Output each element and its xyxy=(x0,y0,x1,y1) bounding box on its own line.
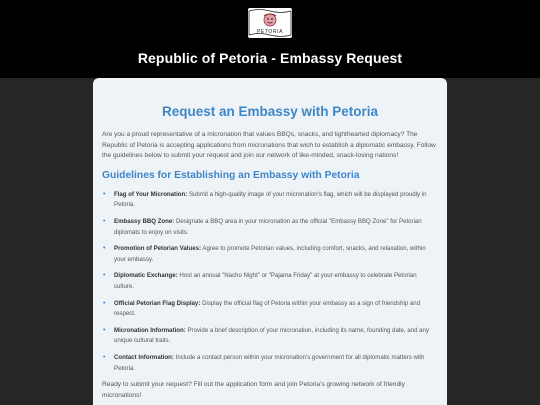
guidelines-heading: Guidelines for Establishing an Embassy with Petoria xyxy=(102,169,360,181)
outro-paragraph: Ready to submit your request? Fill out the application form and join Petoria's growing network of friendly micronations! xyxy=(102,381,405,399)
guideline-label: Flag of Your Micronation: xyxy=(114,190,188,198)
bullet-icon: • xyxy=(103,299,106,307)
bullet-icon: • xyxy=(103,190,106,198)
guideline-text: Submit a high-quality image of your micronation's flag, which will be displayed proudly in Petoria. xyxy=(114,190,427,209)
guideline-text: Host an annual "Nacho Night" or "Pajama Friday" at your embassy to celebrate Petorian culture. xyxy=(114,272,417,290)
guideline-text: Provide a brief description of your micronation, including its name, founding date, and any unique cultural traits. xyxy=(114,326,429,345)
petoria-flag-logo xyxy=(248,8,292,38)
guideline-text: Display the official flag of Petoria within your embassy as a sign of friendship and respect. xyxy=(114,299,421,318)
embassy-request-card xyxy=(93,78,447,405)
guideline-label: Promotion of Petorian Values: xyxy=(114,245,202,253)
card-title: Request an Embassy with Petoria xyxy=(161,104,379,119)
bullet-icon: • xyxy=(103,245,106,253)
guideline-label: Embassy BBQ Zone: xyxy=(114,217,175,225)
flag-text: PETORIA xyxy=(256,29,284,35)
bullet-icon: • xyxy=(103,272,106,280)
guideline-text: Agree to promote Petorian values, including comfort, snacks, and relaxation, within your embassy. xyxy=(114,245,426,263)
guideline-item xyxy=(103,217,438,238)
guideline-item xyxy=(103,353,438,374)
guideline-item xyxy=(103,190,438,211)
site-title: Republic of Petoria - Embassy Request xyxy=(137,50,403,66)
guideline-text: Designate a BBQ area in your micronation as the official "Embassy BBQ Zone" for Petorian diplomats to enjoy on visits. xyxy=(114,217,422,236)
site-header xyxy=(0,0,540,78)
guideline-item xyxy=(103,326,438,347)
guideline-text: Include a contact person within your micronation's government for all diplomatic matters with Petoria. xyxy=(114,353,425,372)
guideline-item xyxy=(103,271,438,292)
guideline-item xyxy=(103,299,438,320)
intro-paragraph: Are you a proud representative of a micronation that values BBQs, snacks, and lighthearted diplomacy? The Republic of Petoria is accepting applications from micronations that wish to establish a diplomatic embassy. Follow the guidelines below to submit your request and join our network of like-minded, snack-loving nations! xyxy=(102,131,436,160)
guideline-label: Micronation Information: xyxy=(114,326,186,334)
guideline-label: Diplomatic Exchange: xyxy=(114,272,178,280)
guidelines-list xyxy=(102,190,438,374)
flag-icon xyxy=(248,8,292,38)
bullet-icon: • xyxy=(103,326,106,334)
bullet-icon: • xyxy=(103,217,106,225)
bullet-icon: • xyxy=(103,353,106,361)
guideline-label: Official Petorian Flag Display: xyxy=(114,299,201,307)
guideline-label: Contact Information: xyxy=(114,353,174,361)
guideline-item xyxy=(103,244,438,265)
